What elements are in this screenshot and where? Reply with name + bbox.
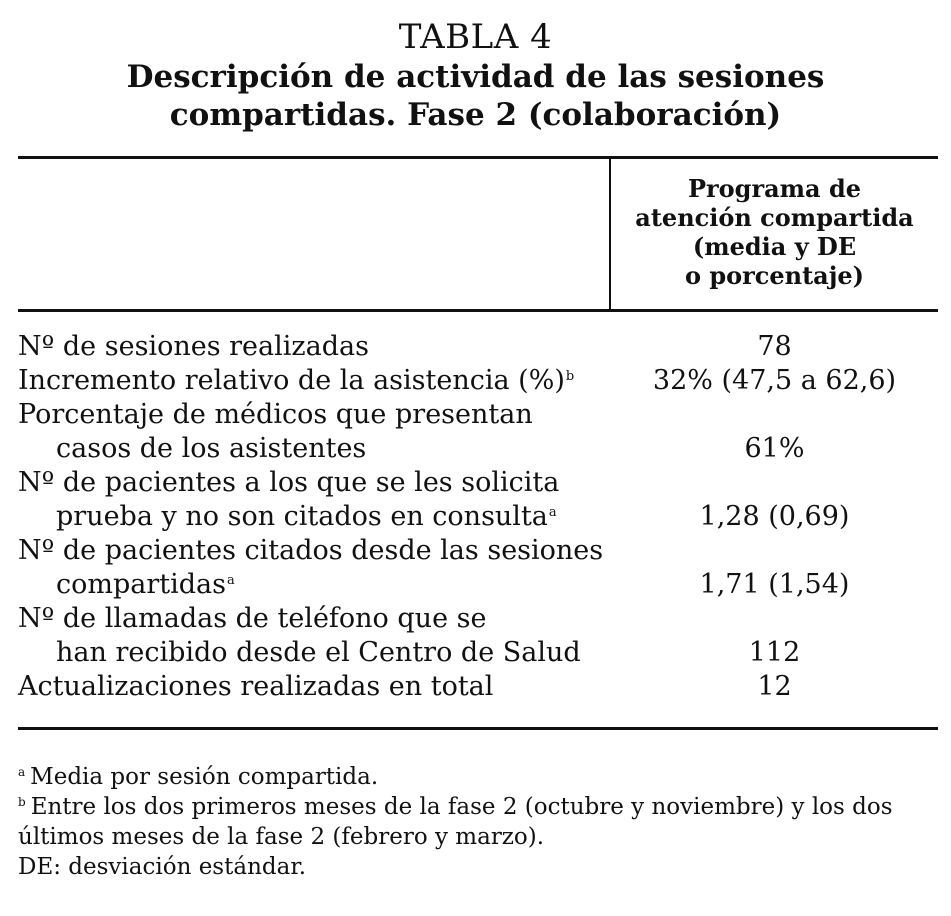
column-header-line: (media y DE	[692, 232, 857, 261]
row-label-line: Incremento relativo de la asistencia (%)	[18, 365, 565, 396]
top-rule	[18, 156, 938, 159]
table-row	[18, 602, 938, 670]
table-row	[18, 330, 938, 364]
footnote-text: Media por sesión compartida.	[30, 764, 379, 790]
column-header-line: o porcentaje)	[684, 261, 865, 290]
footnotes	[18, 762, 938, 882]
footnote-text: Entre los dos primeros meses de la fase 2 (octubre y noviembre) y los dos	[30, 794, 893, 820]
footnote-mark: a	[227, 573, 235, 588]
row-label	[18, 534, 618, 602]
row-value: 12	[757, 671, 792, 702]
footnote-mark: a	[548, 505, 557, 520]
row-label	[18, 364, 618, 398]
row-value: 78	[757, 331, 792, 362]
row-label-line: Nº de llamadas de teléfono que se	[18, 603, 487, 634]
row-label	[18, 330, 618, 364]
footnote-mark: b	[18, 795, 26, 809]
row-label-line: Actualizaciones realizadas en total	[18, 671, 494, 702]
footnote-b-continued: últimos meses de la fase 2 (febrero y marzo).	[18, 824, 545, 850]
row-value: 61%	[744, 433, 805, 464]
column-header	[611, 174, 938, 290]
table-row	[18, 670, 938, 704]
table-number: TABLA 4	[398, 17, 553, 57]
column-header-line: atención compartida	[635, 203, 914, 232]
footnote-a	[18, 762, 938, 792]
row-label-line: Nº de sesiones realizadas	[18, 331, 369, 362]
bottom-rule	[18, 727, 938, 730]
table-row	[18, 466, 938, 534]
table-row	[18, 398, 938, 466]
footnote-b	[18, 792, 938, 822]
row-label-line	[18, 500, 618, 534]
row-value: 112	[748, 637, 801, 668]
row-label-text: compartidas	[56, 569, 226, 600]
footnote-mark: b	[565, 369, 575, 384]
row-label-line: Porcentaje de médicos que presentan	[18, 399, 533, 430]
table-caption	[0, 58, 951, 134]
table-body	[18, 330, 938, 704]
column-header-line: Programa de	[687, 174, 862, 203]
row-value: 32% (47,5 a 62,6)	[652, 365, 897, 396]
row-label	[18, 466, 618, 534]
row-label-line: han recibido desde el Centro de Salud	[56, 637, 581, 668]
footnote-de: DE: desviación estándar.	[18, 854, 307, 880]
row-label	[18, 670, 618, 704]
caption-line: compartidas. Fase 2 (colaboración)	[169, 97, 782, 133]
caption-line: Descripción de actividad de las sesiones	[126, 59, 825, 95]
row-label-line: Nº de pacientes citados desde las sesiones	[18, 535, 604, 566]
row-value: 1,28 (0,69)	[699, 501, 850, 532]
header-rule	[18, 309, 938, 312]
row-label-line	[18, 568, 618, 602]
table-row	[18, 364, 938, 398]
row-label-line: Nº de pacientes a los que se les solicita	[18, 467, 560, 498]
table-row	[18, 534, 938, 602]
row-label	[18, 602, 618, 670]
row-label	[18, 398, 618, 466]
row-label-line: casos de los asistentes	[56, 433, 367, 464]
footnote-mark: a	[18, 765, 26, 779]
row-value: 1,71 (1,54)	[699, 569, 850, 600]
row-label-text: prueba y no son citados en consulta	[56, 501, 548, 532]
table-title-block	[0, 18, 951, 134]
